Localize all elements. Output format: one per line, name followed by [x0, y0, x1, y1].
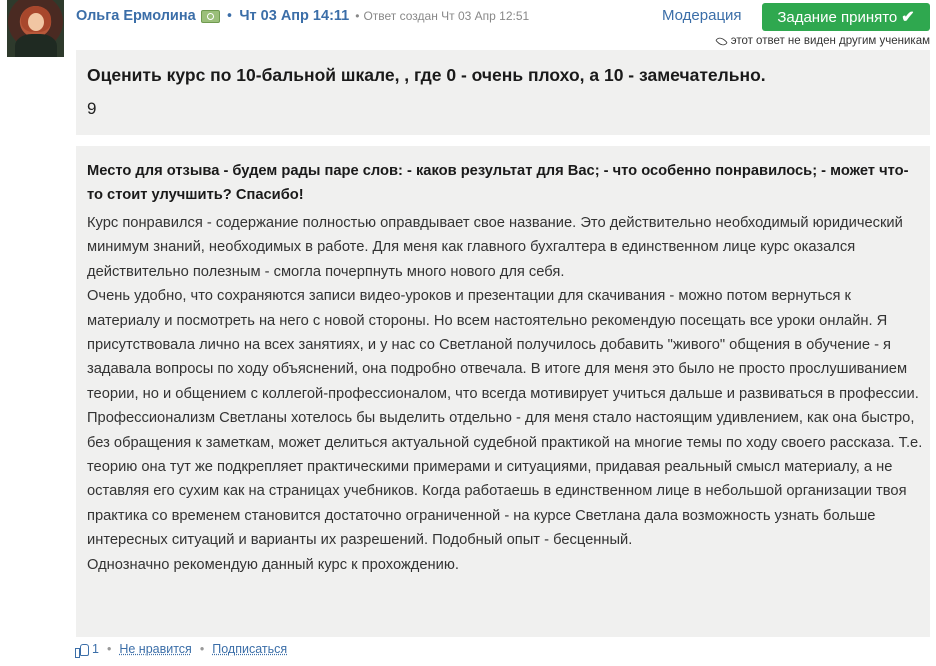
answer-paragraph: Однозначно рекомендую данный курс к прохождению.	[87, 556, 459, 573]
money-icon	[201, 10, 220, 23]
dislike-link[interactable]: Не нравится	[119, 642, 192, 656]
question-block-rating	[76, 50, 930, 135]
like-icon[interactable]	[75, 643, 89, 656]
answer-paragraph: Очень удобно, что сохраняются записи видео-уроков и презентации для скачивания - можно потом вернуться к материалу и посмотреть на него с новой стороны. Но всем настоятельно рекомендую посещать все уроки онлайн. Я присутствовала лично на всех занятиях, и у нас со Светланой получилось добавить "живого" общения в обучение - я задавала вопросы по ходу объяснений, она подробно отвечала. В итоге для меня это было не просто прослушиванием теории, но и общением с коллегой-профессионалом, что всегда мотивирует учиться дальше и развиваться в профессии.	[87, 288, 919, 402]
question-title: Оценить курс по 10-бальной шкале, , где 0 - очень плохо, а 10 - замечательно.	[87, 65, 766, 85]
subscribe-link[interactable]: Подписаться	[212, 642, 288, 656]
task-accepted-label: Задание принято	[777, 8, 898, 26]
created-text: Ответ создан Чт 03 Апр 12:51	[363, 9, 530, 23]
question-block-review	[76, 146, 930, 637]
created-info: • Ответ создан Чт 03 Апр 12:51	[355, 9, 530, 23]
answer-footer	[75, 642, 287, 656]
answer-value: 9	[87, 99, 97, 118]
footer-separator: •	[199, 642, 205, 656]
answer-date[interactable]: Чт 03 Апр 14:11	[239, 8, 350, 24]
avatar-face	[28, 13, 44, 31]
eye-icon	[715, 35, 727, 47]
header-separator: •	[225, 8, 234, 24]
question-title: Место для отзыва - будем рады паре слов: - каков результат для Вас; - что особенно понравилось; - может что-то стоит улучшить? Спасибо!	[87, 163, 909, 203]
avatar-body	[15, 34, 57, 57]
hidden-note	[715, 35, 930, 47]
footer-separator: •	[106, 642, 112, 656]
answer-header	[76, 5, 529, 27]
answer-paragraph: Курс понравился - содержание полностью оправдывает свое название. Это действительно необходимый юридический минимум знаний, необходимых в работе. Для меня как главного бухгалтера в единственном лице курс оказался действительно полезным - смогла почерпнуть много нового для себя.	[87, 215, 903, 280]
hidden-note-text: этот ответ не виден другим ученикам	[730, 35, 930, 47]
moderation-link[interactable]: Модерация	[662, 7, 742, 24]
check-icon: ✔	[901, 9, 915, 26]
avatar[interactable]	[7, 0, 64, 57]
answer-paragraph: Профессионализм Светланы хотелось бы выделить отдельно - для меня стало настоящим удивлением, как она быстро, без обращения к заметкам, может делиться актуальной судебной практикой на многие темы по ходу своего рассказа. Т.е. теорию она тут же подкрепляет практическими примерами и ситуациями, придавая реальный смысл материалу, а не оставляя его сухим как на страницах учебников. Когда работаешь в единственном лице в небольшой организации твоя практика со временем становится достаточно ограниченной - на курсе Светлана дала возможность узнать больше интересных ситуаций и варианты их разрешений. Подобный опыт - бесценный.	[87, 410, 923, 549]
answer-text	[87, 211, 923, 577]
author-name[interactable]: Ольга Ермолина	[76, 8, 196, 24]
task-accepted-button[interactable]	[762, 3, 930, 31]
like-count: 1	[92, 642, 99, 656]
